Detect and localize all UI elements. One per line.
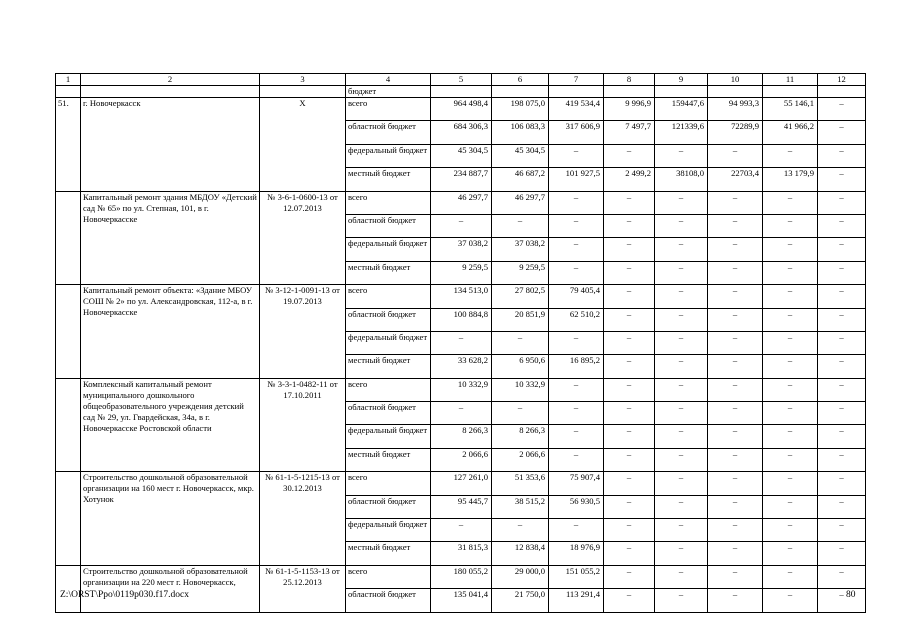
row-number	[56, 285, 81, 379]
value-cell: –	[708, 402, 763, 425]
value-cell: –	[818, 191, 866, 214]
funding-source: местный бюджет	[346, 261, 431, 284]
table-row	[56, 565, 866, 588]
value-cell: 106 083,3	[492, 121, 549, 144]
value-cell: 55 146,1	[763, 98, 818, 121]
value-cell: –	[655, 191, 708, 214]
value-cell: –	[763, 495, 818, 518]
value-cell: 33 628,2	[431, 355, 492, 378]
value-cell: –	[708, 331, 763, 354]
value-cell: 16 895,2	[549, 355, 604, 378]
value-cell: –	[655, 238, 708, 261]
table-row	[56, 285, 866, 308]
funding-source: федеральный бюджет	[346, 519, 431, 542]
table-cell	[431, 86, 492, 98]
value-cell: –	[549, 448, 604, 471]
value-cell: 2 066,6	[492, 448, 549, 471]
value-cell: –	[708, 589, 763, 612]
funding-source: областной бюджет	[346, 214, 431, 237]
value-cell: 72289,9	[708, 121, 763, 144]
funding-source: федеральный бюджет	[346, 425, 431, 448]
value-cell: 8 266,3	[431, 425, 492, 448]
funding-source: всего	[346, 98, 431, 121]
value-cell: –	[604, 285, 655, 308]
value-cell: –	[818, 472, 866, 495]
value-cell: –	[763, 402, 818, 425]
value-cell: –	[818, 425, 866, 448]
value-cell: –	[708, 285, 763, 308]
value-cell: –	[549, 402, 604, 425]
column-header: 9	[655, 74, 708, 86]
object-name: Капитальный ремонт объекта: «Здание МБОУ СОШ № 2» по ул. Александровская, 112-а, в г. Новочеркасске	[81, 285, 260, 379]
value-cell: 12 838,4	[492, 542, 549, 565]
value-cell: –	[708, 261, 763, 284]
value-cell: 9 259,5	[492, 261, 549, 284]
object-name: Строительство дошкольной образовательной организации на 220 мест г. Новочеркасск,	[81, 565, 260, 612]
value-cell: –	[818, 355, 866, 378]
value-cell: –	[818, 331, 866, 354]
table-row	[56, 98, 866, 121]
value-cell: 101 927,5	[549, 168, 604, 191]
document-number: № 3-12-1-0091-13 от 19.07.2013	[260, 285, 346, 379]
value-cell: –	[549, 425, 604, 448]
value-cell: 134 513,0	[431, 285, 492, 308]
value-cell: –	[604, 355, 655, 378]
value-cell: 46 297,7	[492, 191, 549, 214]
value-cell: 7 497,7	[604, 121, 655, 144]
value-cell: –	[763, 565, 818, 588]
value-cell: –	[818, 261, 866, 284]
value-cell: –	[818, 378, 866, 401]
funding-source: местный бюджет	[346, 448, 431, 471]
value-cell: –	[763, 331, 818, 354]
value-cell: –	[763, 589, 818, 612]
funding-source: местный бюджет	[346, 355, 431, 378]
value-cell: –	[655, 589, 708, 612]
value-cell: –	[549, 191, 604, 214]
value-cell: –	[604, 191, 655, 214]
value-cell: –	[708, 519, 763, 542]
column-header: 8	[604, 74, 655, 86]
value-cell: 62 510,2	[549, 308, 604, 331]
document-number: № 3-3-1-0482-11 от 17.10.2011	[260, 378, 346, 472]
value-cell: –	[818, 168, 866, 191]
value-cell: 13 179,9	[763, 168, 818, 191]
value-cell: –	[708, 144, 763, 167]
value-cell: 135 041,4	[431, 589, 492, 612]
value-cell: –	[604, 565, 655, 588]
value-cell: –	[763, 238, 818, 261]
table-cell	[604, 86, 655, 98]
value-cell: –	[818, 519, 866, 542]
value-cell: –	[604, 214, 655, 237]
table-cell	[56, 86, 81, 98]
value-cell: 198 075,0	[492, 98, 549, 121]
row-number	[56, 378, 81, 472]
funding-source: федеральный бюджет	[346, 144, 431, 167]
value-cell: –	[492, 214, 549, 237]
value-cell: –	[708, 238, 763, 261]
value-cell: –	[655, 472, 708, 495]
value-cell: 964 498,4	[431, 98, 492, 121]
funding-source: местный бюджет	[346, 542, 431, 565]
document-number: Х	[260, 98, 346, 192]
value-cell: 113 291,4	[549, 589, 604, 612]
value-cell: –	[549, 331, 604, 354]
value-cell: –	[818, 589, 866, 612]
column-header: 12	[818, 74, 866, 86]
value-cell: 9 996,9	[604, 98, 655, 121]
budget-table	[55, 73, 866, 613]
value-cell: –	[763, 355, 818, 378]
row-number: 51.	[56, 98, 81, 192]
funding-source: бюджет	[346, 86, 431, 98]
value-cell: –	[818, 542, 866, 565]
value-cell: –	[655, 425, 708, 448]
funding-source: всего	[346, 472, 431, 495]
value-cell: 9 259,5	[431, 261, 492, 284]
funding-source: областной бюджет	[346, 495, 431, 518]
value-cell: 95 445,7	[431, 495, 492, 518]
value-cell: 234 887,7	[431, 168, 492, 191]
value-cell: –	[431, 331, 492, 354]
row-number	[56, 565, 81, 612]
value-cell: –	[763, 519, 818, 542]
value-cell: –	[655, 495, 708, 518]
value-cell: –	[655, 542, 708, 565]
funding-source: всего	[346, 191, 431, 214]
value-cell: –	[708, 448, 763, 471]
table-row	[56, 472, 866, 495]
value-cell: 75 907,4	[549, 472, 604, 495]
value-cell: 22703,4	[708, 168, 763, 191]
value-cell: 37 038,2	[431, 238, 492, 261]
value-cell: –	[818, 144, 866, 167]
value-cell: –	[655, 378, 708, 401]
funding-source: всего	[346, 285, 431, 308]
row-number	[56, 472, 81, 566]
object-name: г. Новочеркасск	[81, 98, 260, 192]
table-cell	[708, 86, 763, 98]
file-path: Z:\ORST\Ppo\0119p030.f17.docx	[60, 590, 189, 600]
value-cell: –	[708, 355, 763, 378]
value-cell: –	[655, 402, 708, 425]
value-cell: 46 687,2	[492, 168, 549, 191]
value-cell: –	[655, 285, 708, 308]
table-cell	[818, 86, 866, 98]
value-cell: –	[708, 425, 763, 448]
value-cell: 94 993,3	[708, 98, 763, 121]
table-cell	[492, 86, 549, 98]
value-cell: 37 038,2	[492, 238, 549, 261]
value-cell: 79 405,4	[549, 285, 604, 308]
value-cell: –	[604, 238, 655, 261]
column-header: 11	[763, 74, 818, 86]
value-cell: –	[763, 425, 818, 448]
value-cell: –	[549, 519, 604, 542]
value-cell: –	[818, 565, 866, 588]
table-cell	[763, 86, 818, 98]
funding-source: областной бюджет	[346, 308, 431, 331]
value-cell: –	[431, 519, 492, 542]
value-cell: –	[818, 214, 866, 237]
value-cell: 10 332,9	[492, 378, 549, 401]
row-number	[56, 191, 81, 285]
column-header: 2	[81, 74, 260, 86]
value-cell: –	[708, 472, 763, 495]
value-cell: –	[549, 261, 604, 284]
value-cell: 45 304,5	[431, 144, 492, 167]
table-row	[56, 86, 866, 98]
value-cell: –	[818, 308, 866, 331]
funding-source: областной бюджет	[346, 402, 431, 425]
value-cell: –	[708, 191, 763, 214]
value-cell: 10 332,9	[431, 378, 492, 401]
value-cell: –	[763, 378, 818, 401]
table-row	[56, 191, 866, 214]
value-cell: 180 055,2	[431, 565, 492, 588]
value-cell: –	[431, 402, 492, 425]
value-cell: –	[604, 519, 655, 542]
value-cell: 18 976,9	[549, 542, 604, 565]
value-cell: –	[818, 402, 866, 425]
value-cell: –	[655, 331, 708, 354]
column-header: 4	[346, 74, 431, 86]
value-cell: –	[655, 308, 708, 331]
document-number: № 3-6-1-0600-13 от 12.07.2013	[260, 191, 346, 285]
value-cell: –	[604, 425, 655, 448]
funding-source: областной бюджет	[346, 121, 431, 144]
page-number: 80	[846, 590, 856, 600]
value-cell: –	[763, 542, 818, 565]
value-cell: –	[818, 448, 866, 471]
document-number: № 61-1-5-1153-13 от 25.12.2013	[260, 565, 346, 612]
value-cell: –	[708, 308, 763, 331]
object-name: Капитальный ремонт здания МБДОУ «Детский сад № 65» по ул. Степная, 101, в г. Новочеркасске	[81, 191, 260, 285]
value-cell: 38 515,2	[492, 495, 549, 518]
value-cell: –	[604, 144, 655, 167]
value-cell: 56 930,5	[549, 495, 604, 518]
column-header: 7	[549, 74, 604, 86]
value-cell: –	[818, 121, 866, 144]
object-name: Строительство дошкольной образовательной организации на 160 мест г. Новочеркасск, мкр. Хотунок	[81, 472, 260, 566]
value-cell: –	[604, 472, 655, 495]
value-cell: 29 000,0	[492, 565, 549, 588]
value-cell: –	[655, 565, 708, 588]
value-cell: –	[818, 285, 866, 308]
value-cell: –	[763, 261, 818, 284]
value-cell: –	[655, 144, 708, 167]
value-cell: –	[763, 144, 818, 167]
value-cell: 51 353,6	[492, 472, 549, 495]
value-cell: –	[708, 565, 763, 588]
value-cell: –	[655, 214, 708, 237]
value-cell: 159447,6	[655, 98, 708, 121]
column-header: 3	[260, 74, 346, 86]
value-cell: 6 950,6	[492, 355, 549, 378]
value-cell: –	[604, 448, 655, 471]
funding-source: всего	[346, 565, 431, 588]
value-cell: –	[763, 214, 818, 237]
value-cell: 2 066,6	[431, 448, 492, 471]
value-cell: –	[549, 238, 604, 261]
value-cell: –	[655, 261, 708, 284]
column-header: 1	[56, 74, 81, 86]
column-header: 5	[431, 74, 492, 86]
table-row	[56, 378, 866, 401]
funding-source: всего	[346, 378, 431, 401]
value-cell: 127 261,0	[431, 472, 492, 495]
value-cell: –	[763, 285, 818, 308]
value-cell: –	[763, 308, 818, 331]
value-cell: –	[604, 495, 655, 518]
table-cell	[549, 86, 604, 98]
value-cell: –	[655, 448, 708, 471]
value-cell: –	[763, 191, 818, 214]
value-cell: –	[549, 144, 604, 167]
funding-source: федеральный бюджет	[346, 331, 431, 354]
value-cell: 121339,6	[655, 121, 708, 144]
value-cell: –	[655, 355, 708, 378]
value-cell: –	[708, 495, 763, 518]
value-cell: 20 851,9	[492, 308, 549, 331]
value-cell: –	[492, 402, 549, 425]
value-cell: –	[818, 238, 866, 261]
column-header: 6	[492, 74, 549, 86]
value-cell: 100 884,8	[431, 308, 492, 331]
value-cell: –	[708, 214, 763, 237]
value-cell: 46 297,7	[431, 191, 492, 214]
funding-source: местный бюджет	[346, 168, 431, 191]
value-cell: –	[763, 448, 818, 471]
funding-source: областной бюджет	[346, 589, 431, 612]
value-cell: –	[549, 378, 604, 401]
value-cell: 27 802,5	[492, 285, 549, 308]
value-cell: 41 966,2	[763, 121, 818, 144]
table-cell	[81, 86, 260, 98]
value-cell: –	[708, 378, 763, 401]
value-cell: 151 055,2	[549, 565, 604, 588]
value-cell: –	[604, 331, 655, 354]
value-cell: –	[604, 378, 655, 401]
table-body	[56, 74, 866, 613]
value-cell: –	[492, 519, 549, 542]
value-cell: 8 266,3	[492, 425, 549, 448]
table-cell	[655, 86, 708, 98]
value-cell: –	[604, 542, 655, 565]
value-cell: –	[431, 214, 492, 237]
value-cell: –	[818, 495, 866, 518]
value-cell: –	[604, 402, 655, 425]
value-cell: –	[818, 98, 866, 121]
value-cell: –	[549, 214, 604, 237]
value-cell: 2 499,2	[604, 168, 655, 191]
value-cell: 38108,0	[655, 168, 708, 191]
value-cell: –	[604, 589, 655, 612]
value-cell: –	[763, 472, 818, 495]
value-cell: 21 750,0	[492, 589, 549, 612]
value-cell: –	[708, 542, 763, 565]
value-cell: 317 606,9	[549, 121, 604, 144]
header-row	[56, 74, 866, 86]
value-cell: –	[492, 331, 549, 354]
table-cell	[260, 86, 346, 98]
value-cell: 31 815,3	[431, 542, 492, 565]
column-header: 10	[708, 74, 763, 86]
value-cell: 419 534,4	[549, 98, 604, 121]
document-number: № 61-1-5-1215-13 от 30.12.2013	[260, 472, 346, 566]
value-cell: –	[655, 519, 708, 542]
value-cell: 45 304,5	[492, 144, 549, 167]
value-cell: –	[604, 308, 655, 331]
object-name: Комплексный капитальный ремонт муниципального дошкольного общеобразовательного учреждения детский сад № 29, ул. Гвардейская, 34а, в г. Новочеркасске Ростовской области	[81, 378, 260, 472]
value-cell: –	[604, 261, 655, 284]
funding-source: федеральный бюджет	[346, 238, 431, 261]
value-cell: 684 306,3	[431, 121, 492, 144]
